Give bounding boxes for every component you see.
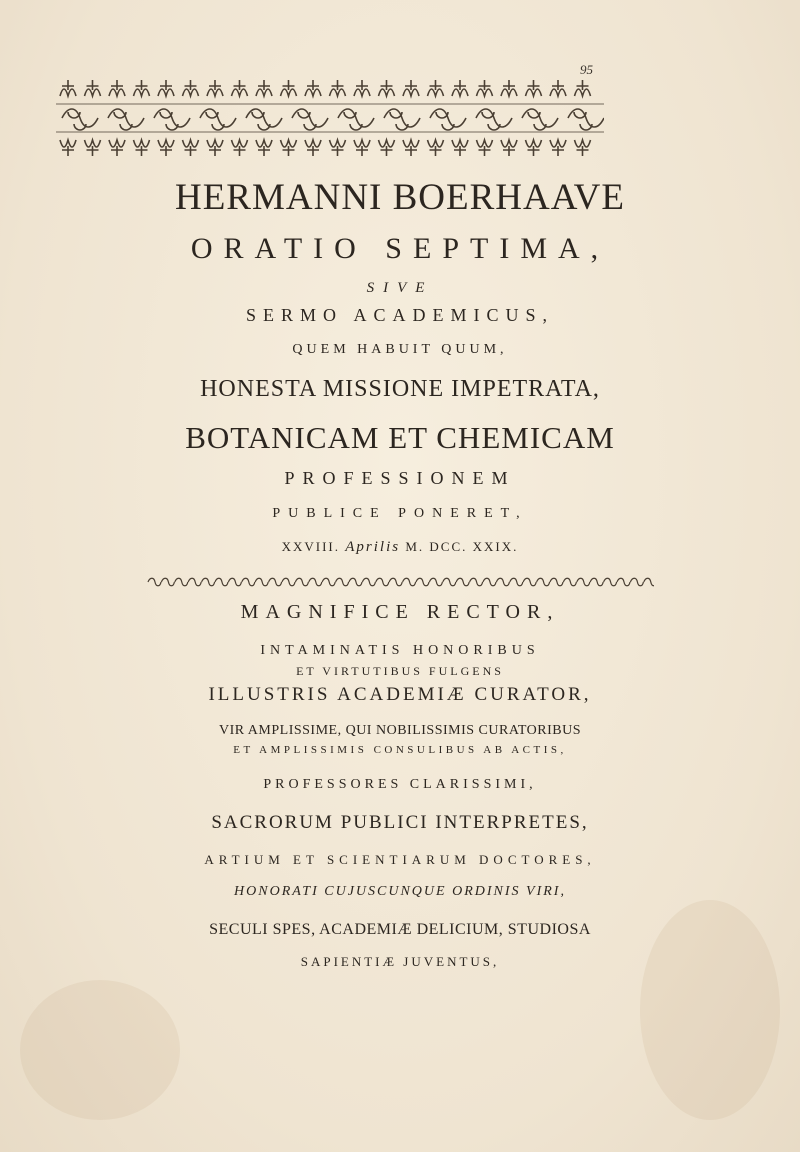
date-day: XXVIII. (281, 539, 340, 554)
juventus-line: SAPIENTIÆ JUVENTUS, (300, 954, 500, 969)
honorati-line: HONORATI CUJUSCUNQUE ORDINIS VIRI, (234, 884, 566, 899)
page-number: 95 (580, 62, 593, 77)
ornamental-rule (144, 576, 654, 588)
headpiece-ornament (56, 72, 604, 164)
date-line (0, 539, 800, 556)
intaminatis-line: INTAMINATIS HONORIBUS (260, 643, 540, 658)
curator-line: ILLUSTRIS ACADEMIÆ CURATOR, (208, 684, 592, 705)
honesta-line: HONESTA MISSIONE IMPETRATA, (200, 376, 600, 402)
publice-line: PUBLICE PONERET, (272, 506, 528, 521)
date-month: Aprilis (345, 539, 401, 555)
botanicam-line: BOTANICAM ET CHEMICAM (185, 420, 615, 455)
doctores-line: ARTIUM ET SCIENTIARUM DOCTORES, (204, 852, 596, 867)
consulibus-line: ET AMPLISSIMIS CONSULIBUS AB ACTIS, (233, 744, 567, 756)
virtutibus-line: ET VIRTUTIBUS FULGENS (296, 664, 504, 678)
paper-stain (20, 980, 180, 1120)
vir-line: VIR AMPLISSIME, QUI NOBILISSIMIS CURATORIBUS (218, 723, 582, 738)
professores-line: PROFESSORES CLARISSIMI, (263, 777, 537, 792)
sive-line: SIVE (366, 280, 434, 296)
author-name: HERMANNI BOERHAAVE (174, 177, 626, 218)
seculi-line: SECULI SPES, ACADEMIÆ DELICIUM, STUDIOSA (209, 921, 591, 938)
rector-line: MAGNIFICE RECTOR, (240, 601, 560, 623)
professionem-line: PROFESSIONEM (284, 468, 516, 488)
quem-line: QUEM HABUIT QUUM, (292, 342, 508, 357)
sermo-line: SERMO ACADEMICUS, (245, 305, 555, 325)
date-year: M. DCC. XXIX. (405, 539, 519, 554)
oration-title: ORATIO SEPTIMA, (190, 232, 610, 265)
interpretes-line: SACRORUM PUBLICI INTERPRETES, (211, 812, 589, 833)
